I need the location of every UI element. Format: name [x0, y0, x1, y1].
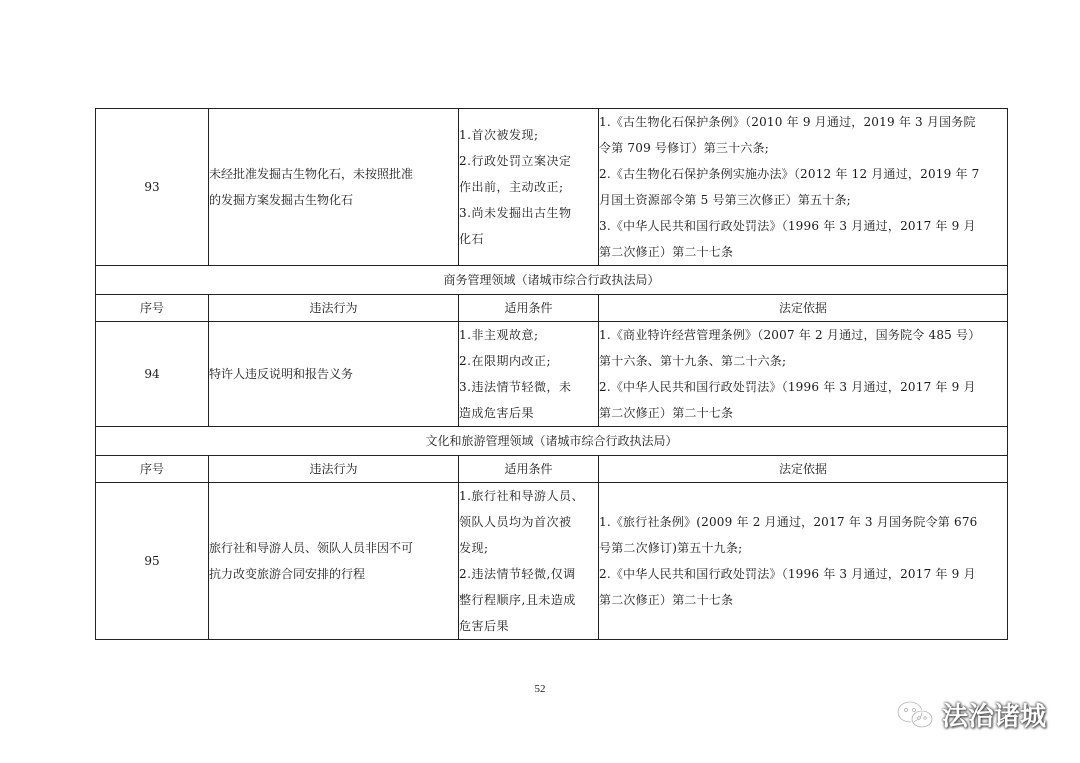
- table-row: [96, 109, 1008, 266]
- column-header-row: [96, 295, 1008, 322]
- header-behavior: 违法行为: [209, 456, 459, 483]
- applicable-conditions: 1.旅行社和导游人员、 领队人员均为首次被 发现; 2.违法情节轻微,仅调 整行程顺序,且未造成 危害后果: [459, 483, 599, 640]
- table-row: [96, 483, 1008, 640]
- section-title-culture: 文化和旅游管理领域（诸城市综合行政执法局）: [96, 427, 1008, 456]
- table-row: [96, 322, 1008, 427]
- header-behavior: 违法行为: [209, 295, 459, 322]
- section-title-commerce: 商务管理领域（诸城市综合行政执法局）: [96, 266, 1008, 295]
- header-conditions: 适用条件: [459, 456, 599, 483]
- header-conditions: 适用条件: [459, 295, 599, 322]
- applicable-conditions: 1.非主观故意; 2.在限期内改正; 3.违法情节轻微，未 造成危害后果: [459, 322, 599, 427]
- header-num: 序号: [96, 456, 209, 483]
- watermark: [896, 696, 1046, 733]
- legal-basis: 1.《商业特许经营管理条例》（2007 年 2 月通过，国务院令 485 号） 第十六条、第十九条、第二十六条; 2.《中华人民共和国行政处罚法》（1996 年 3 月通过，2017 年 9 月 第二次修正）第二十七条: [599, 322, 1008, 427]
- applicable-conditions: 1.首次被发现; 2.行政处罚立案决定 作出前，主动改正; 3.尚未发掘出古生物 化石: [459, 109, 599, 266]
- header-basis: 法定依据: [599, 295, 1008, 322]
- watermark-text: 法治诸城: [942, 702, 1047, 732]
- header-basis: 法定依据: [599, 456, 1008, 483]
- wechat-icon: [896, 700, 934, 730]
- header-num: 序号: [96, 295, 209, 322]
- law-table: [95, 108, 1008, 640]
- legal-basis: 1.《旅行社条例》(2009 年 2 月通过，2017 年 3 月国务院令第 676 号第二次修订)第五十九条; 2.《中华人民共和国行政处罚法》（1996 年 3 月通过，2017 年 9 月 第二次修正）第二十七条: [599, 483, 1008, 640]
- row-number: 94: [96, 322, 209, 427]
- section-header-row: [96, 427, 1008, 456]
- section-header-row: [96, 266, 1008, 295]
- violation-behavior: 特许人违反说明和报告义务: [209, 322, 459, 427]
- row-number: 93: [96, 109, 209, 266]
- violation-behavior: 未经批准发掘古生物化石，未按照批准 的发掘方案发掘古生物化石: [209, 109, 459, 266]
- page-number: 52: [534, 683, 546, 695]
- row-number: 95: [96, 483, 209, 640]
- violation-behavior: 旅行社和导游人员、领队人员非因不可 抗力改变旅游合同安排的行程: [209, 483, 459, 640]
- column-header-row: [96, 456, 1008, 483]
- legal-basis: 1.《古生物化石保护条例》（2010 年 9 月通过，2019 年 3 月国务院 令第 709 号修订）第三十六条; 2.《古生物化石保护条例实施办法》（2012 年 12 月通过，2019 年 7 月国土资源部令第 5 号第三次修正）第五十条; 3.《中华人民共和国行政处罚法》（1996 年 3 月通过，2017 年 9 月 第二次修正）第二十七条: [599, 109, 1008, 266]
